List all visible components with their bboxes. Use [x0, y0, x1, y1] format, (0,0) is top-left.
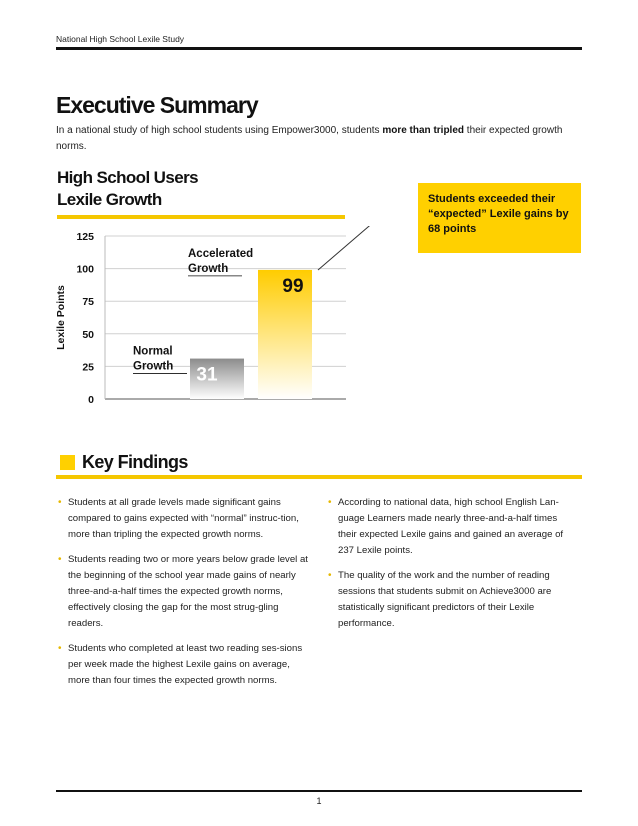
bar-value-label: 99: [282, 275, 304, 297]
intro-text-before: In a national study of high school students using Empower3000, students: [56, 125, 383, 136]
bar-category-label: Normal: [133, 345, 173, 358]
bar-category-label: Growth: [188, 262, 229, 275]
y-tick-label: 75: [82, 296, 94, 309]
chart-title: [57, 167, 198, 211]
page-title: Executive Summary: [56, 92, 258, 118]
key-findings-title: Key Findings: [82, 452, 188, 472]
y-tick-label: 50: [82, 328, 94, 341]
bar-value-label: 31: [196, 364, 218, 386]
y-axis-label: Lexile Points: [55, 285, 67, 350]
bullet-icon: •: [58, 497, 62, 508]
page-number: 1: [316, 796, 322, 806]
bullet-icon: •: [328, 497, 332, 508]
bar-category-label: Accelerated: [188, 247, 254, 260]
key-findings-rule: [56, 475, 582, 479]
y-tick-label: 125: [76, 231, 94, 243]
intro-text-after: their expected growth norms.: [56, 125, 563, 152]
square-icon: [60, 455, 75, 470]
chart-title-underline: [57, 215, 345, 219]
chart-title-line-1: High School Users: [57, 168, 198, 187]
bullet-icon: •: [58, 554, 62, 565]
header-rule: [56, 47, 582, 50]
bullet-icon: •: [58, 643, 62, 654]
finding-text: According to national data, high school English Lan-guage Learners made nearly three-and-a-half times their expected Lexile gains and gained an average of 237 Lexile points.: [338, 497, 564, 556]
finding-item: [58, 641, 308, 689]
intro-emphasis: more than tripled: [382, 125, 465, 136]
y-tick-label: 25: [82, 361, 94, 374]
bullet-icon: •: [328, 570, 332, 581]
running-header: National High School Lexile Study: [56, 34, 185, 44]
key-findings-heading: [60, 452, 188, 473]
finding-text: Students who completed at least two reading ses-sions per week made the highest Lexile gains on average, more than four times the expected growth norms.: [68, 643, 303, 686]
callout-leader-line: [318, 226, 418, 270]
finding-item: [58, 495, 308, 543]
findings-column-right: [328, 495, 578, 641]
finding-item: [328, 495, 578, 559]
lexile-growth-chart: [50, 226, 590, 411]
bar-category-label: Growth: [133, 360, 174, 373]
footer-rule: [56, 790, 582, 792]
finding-item: [58, 552, 308, 632]
finding-text: Students at all grade levels made significant gains compared to gains expected with “normal” instruc-tion, more than tripling the expected growth norms.: [68, 497, 299, 540]
chart-title-line-2: Lexile Growth: [57, 190, 162, 209]
y-tick-label: 0: [88, 394, 94, 406]
callout-box: Students exceeded their “expected” Lexile gains by 68 points: [418, 183, 581, 253]
finding-text: Students reading two or more years below grade level at the beginning of the school year made gains of nearly three-and-a-half times the expected growth norms, effectively closing the gap for the most strug-gling readers.: [68, 554, 308, 629]
intro-paragraph: [56, 123, 586, 155]
finding-item: [328, 568, 578, 632]
finding-text: The quality of the work and the number of reading sessions that students submit on Achieve3000 are statistically significant predictors of their Lexile performance.: [338, 570, 552, 629]
findings-column-left: [58, 495, 308, 698]
y-tick-label: 100: [76, 263, 94, 276]
